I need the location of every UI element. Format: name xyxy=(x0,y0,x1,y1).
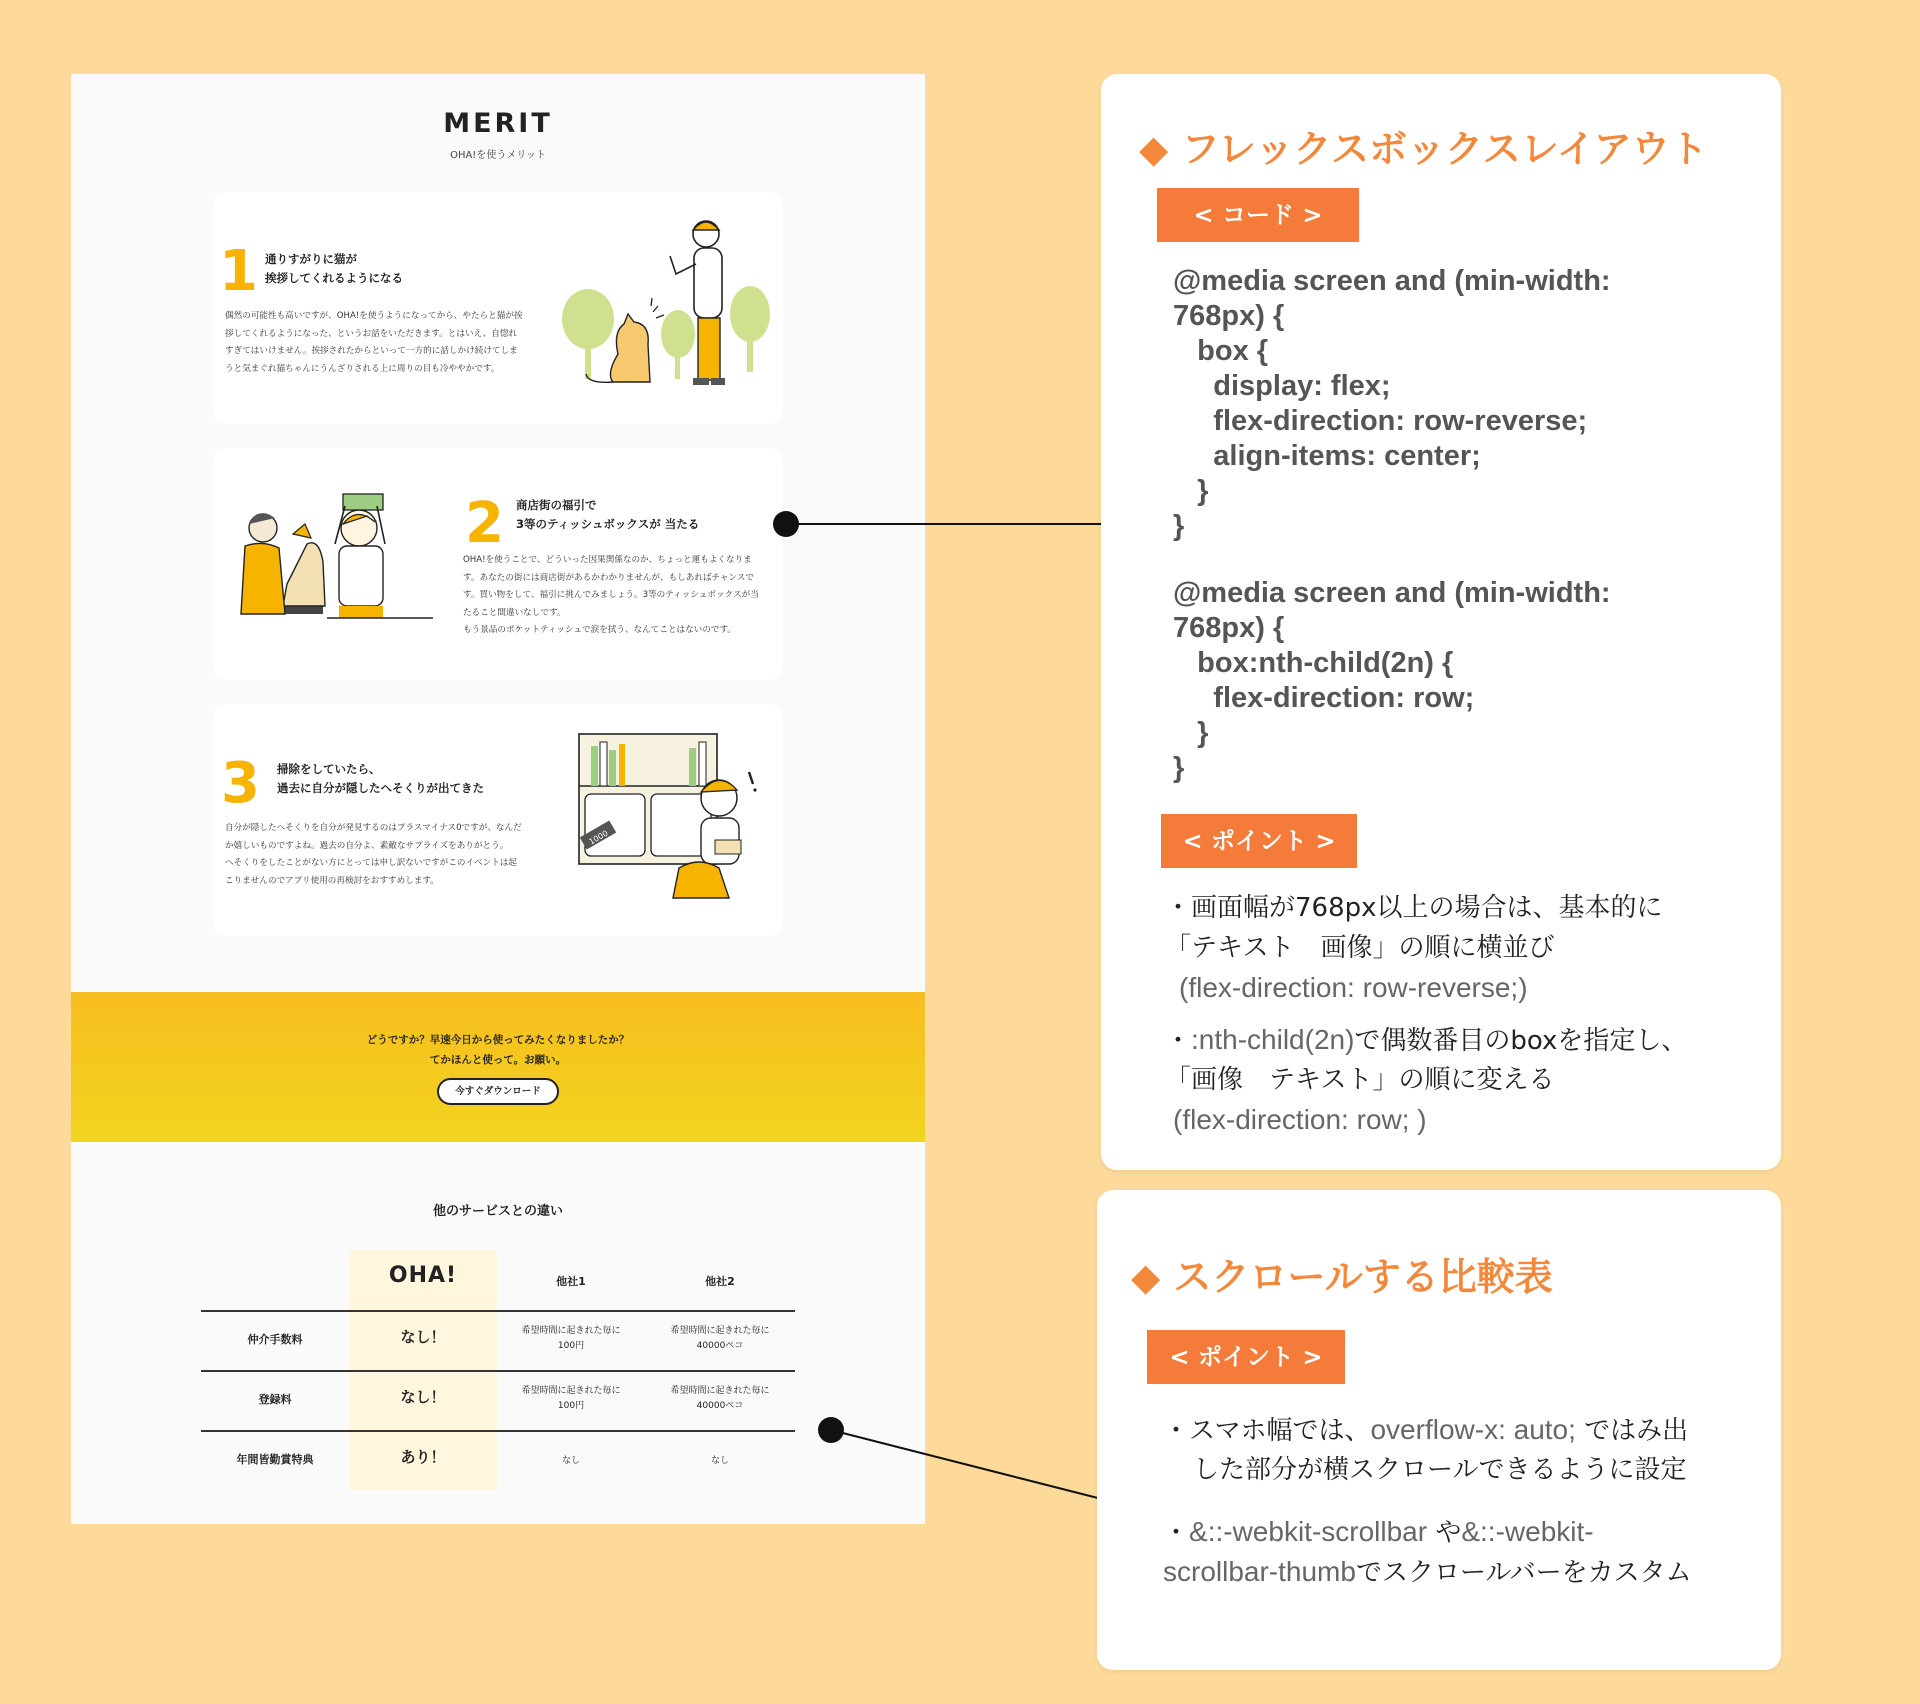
comparison-title: 他のサービスとの違い xyxy=(432,1204,563,1219)
download-now-button[interactable]: 今すぐダウンロード xyxy=(437,1078,559,1105)
point-2-line-2: 「画像 テキスト」の順に変える xyxy=(1165,1065,1555,1095)
point-2-line-1 xyxy=(1163,1512,1594,1553)
card-body: 偶然の可能性も高いですが、OHA!を使うようになってから、やたらと猫が挨 拶してくれるようになった、というお話をいただきます。とはいえ、自惚れ すぎてはいけません。挨拶されたからといって一方的に話しかけ続けてしま うと気まぐれ猫ちゃんにうんざりされる上に周りの目も冷ややかです。 xyxy=(225,311,523,374)
point-text: でスクロールバーをカスタム xyxy=(1355,1558,1692,1588)
merit-subtitle: OHA!を使うメリット xyxy=(450,150,546,161)
person-waving-at-cat-illustration xyxy=(558,214,773,404)
comparison-table xyxy=(201,1250,795,1490)
cta-text: どうですか？早速今日から使ってみたくなりましたか？ てかほんと使って。お願い。 xyxy=(366,1034,630,1066)
card-number: 2 xyxy=(465,491,504,556)
inline-code: :nth-child(2n) xyxy=(1191,1024,1355,1055)
point-tag: < ポイント > xyxy=(1147,1330,1345,1384)
point-1-line-2: 「テキスト 画像」の順に横並び xyxy=(1165,933,1555,963)
point-1-line-1 xyxy=(1163,1410,1688,1451)
oha-value: なし！ xyxy=(400,1328,446,1346)
scroll-table-panel xyxy=(1097,1190,1781,1670)
merit-card-2 xyxy=(213,448,783,680)
inline-code: scrollbar-thumb xyxy=(1163,1556,1356,1587)
competitor-1-value: なし xyxy=(561,1456,580,1466)
panel-title: ◆ スクロールする比較表 xyxy=(1131,1255,1553,1299)
bullet: ・ xyxy=(1165,1026,1192,1056)
row-label: 年間皆勤賞特典 xyxy=(236,1453,314,1466)
point-tag: < ポイント > xyxy=(1161,814,1357,868)
site-mockup xyxy=(71,74,925,1524)
cta-banner xyxy=(71,992,925,1142)
point-text: や xyxy=(1427,1518,1462,1548)
competitor-2-value: なし xyxy=(710,1456,729,1466)
bullet: ・ xyxy=(1163,1518,1190,1548)
oha-value: なし！ xyxy=(400,1388,446,1406)
header-oha-logo: OHA! xyxy=(388,1263,458,1288)
flexbox-layout-panel xyxy=(1101,74,1781,1170)
point-2-line-3: (flex-direction: row; ) xyxy=(1173,1104,1427,1135)
point-2-line-2 xyxy=(1163,1552,1692,1593)
point-text: ではみ出 xyxy=(1575,1416,1689,1446)
point-text: で偶数番目のboxを指定し、 xyxy=(1354,1026,1688,1056)
merit-title: MERIT xyxy=(443,108,553,139)
merit-card-3 xyxy=(213,704,783,936)
competitor-1-value: 希望時間に起きれた毎に 100円 xyxy=(521,1326,621,1351)
banknote-label: 1000 xyxy=(587,828,610,847)
code-block-2: @media screen and (min-width: 768px) { box:nth-child(2n) { flex-direction: row; } } xyxy=(1173,577,1611,784)
inline-code: &::-webkit-scrollbar xyxy=(1189,1516,1428,1547)
card-number: 3 xyxy=(221,751,260,816)
point-1-line-1: ・画面幅が768px以上の場合は、基本的に xyxy=(1165,893,1663,923)
code-tag: < コード > xyxy=(1157,188,1359,242)
point-2-line-1 xyxy=(1165,1020,1687,1061)
panel-title: ◆ フレックスボックスレイアウト xyxy=(1139,127,1708,171)
table-divider xyxy=(201,1430,795,1432)
oha-value: あり！ xyxy=(400,1448,446,1466)
card-body: 自分が隠したへそくりを自分が発見するのはプラスマイナス0ですが、なんだ か嬉しいものですよね。過去の自分よ、素敵なサプライズをありがとう。 へそくりをしたことがない方にとっては申し訳ないですがこのイベントは起 こりませんのでアプリ使用の再検討をおすすめします。 xyxy=(225,823,522,886)
card-title: 商店街の福引で 3等のティッシュボックスが 当たる xyxy=(516,498,700,531)
table-divider xyxy=(201,1310,795,1312)
code-block-1: @media screen and (min-width: 768px) { box { display: flex; flex-direction: row-reverse; align-items: center; } } xyxy=(1173,265,1611,542)
competitor-2-value: 希望時間に起きれた毎に 40000ペコ xyxy=(670,1326,770,1351)
point-1-line-3: (flex-direction: row-reverse;) xyxy=(1179,972,1528,1003)
inline-code: overflow-x: auto; xyxy=(1370,1414,1576,1445)
card-title: 通りすがりに猫が 挨拶してくれるようになる xyxy=(265,252,403,285)
card-title: 掃除をしていたら、 過去に自分が隠したへそくりが出てきた xyxy=(277,762,484,795)
bookshelf-cleaning-illustration xyxy=(569,728,769,918)
card-number: 1 xyxy=(219,239,258,304)
card-body: OHA!を使うことで、どういった因果関係なのか、ちょっと運もよくなりま す。あなたの街には商店街があるかわかりませんが、もしあればチャンスで す。買い物をして、福引に挑んでみましょう。3等のティッシュボックスが当 たること間違いなしです。 もう景品のポケットティッシュで涙を拭う、なんてことはないのです。 xyxy=(463,555,759,635)
table-divider xyxy=(201,1370,795,1372)
competitor-2-value: 希望時間に起きれた毎に 40000ペコ xyxy=(670,1386,770,1411)
competitor-1-value: 希望時間に起きれた毎に 100円 xyxy=(521,1386,621,1411)
header-competitor-2: 他社2 xyxy=(705,1275,735,1288)
point-text: ・スマホ幅では、 xyxy=(1163,1416,1371,1446)
row-label: 仲介手数料 xyxy=(247,1333,303,1346)
inline-code: &::-webkit- xyxy=(1461,1516,1594,1547)
merit-card-1 xyxy=(213,192,783,424)
row-label: 登録料 xyxy=(258,1393,292,1406)
header-competitor-1: 他社1 xyxy=(556,1275,586,1288)
connector-line xyxy=(786,523,1140,525)
point-1-line-2: した部分が横スクロールできるように設定 xyxy=(1193,1455,1687,1485)
lottery-prize-illustration xyxy=(227,484,437,659)
